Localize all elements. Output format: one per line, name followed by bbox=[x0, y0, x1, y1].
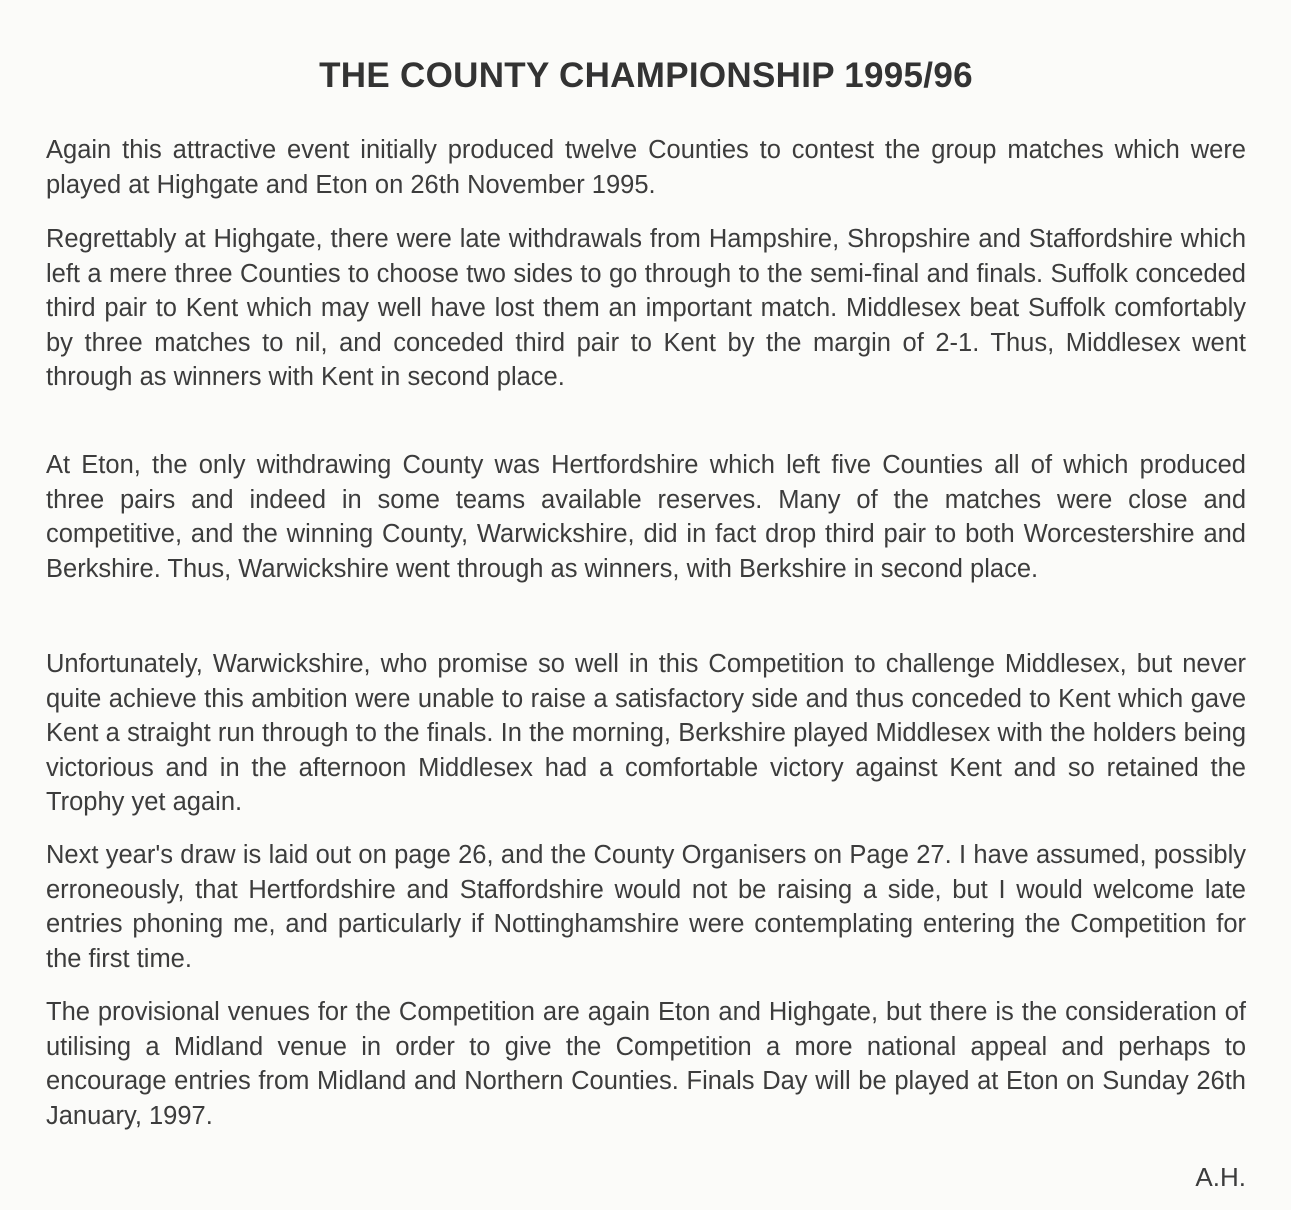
document-title: THE COUNTY CHAMPIONSHIP 1995/96 bbox=[319, 56, 973, 95]
paragraph-next-year: Next year's draw is laid out on page 26, and the County Organisers on Page 27. I have assumed, possibly erroneously, that Hertfordshire and Staffordshire would not be raising a side, but I would welcome late entries phoning me, and particularly if Nottinghamshire were contemplating entering the Competition for the first time. bbox=[46, 841, 1246, 973]
paragraph-eton: At Eton, the only withdrawing County was Hertfordshire which left five Counties all of which produced three pairs and indeed in some teams available reserves. Many of the matches were close and competitive, and the winning County, Warwickshire, did in fact drop third pair to both Worcestershire and Berkshire. Thus, Warwickshire went through as winners, with Berkshire in second place. bbox=[46, 451, 1246, 583]
paragraph-finals: Unfortunately, Warwickshire, who promise so well in this Competition to challenge Middlesex, but never quite achieve this ambition were unable to raise a satisfactory side and thus conceded to Kent which gave Kent a straight run through to the finals. In the morning, Berkshire played Middlesex with the holders being victorious and in the afternoon Middlesex had a comfortable victory against Kent and so retained the Trophy yet again. bbox=[46, 650, 1246, 817]
paragraph-highgate: Regrettably at Highgate, there were late withdrawals from Hampshire, Shropshire and Staffordshire which left a mere three Counties to choose two sides to go through to the semi-final and finals. Suffolk conceded third pair to Kent which may well have lost them an important match. Middlesex beat Suffolk comfortably by three matches to nil, and conceded third pair to Kent by the margin of 2-1. Thus, Middlesex went through as winners with Kent in second place. bbox=[46, 225, 1246, 392]
paragraph-intro: Again this attractive event initially produced twelve Counties to contest the group matches which were played at Highgate and Eton on 26th November 1995. bbox=[46, 136, 1246, 199]
paragraph-venues: The provisional venues for the Competition are again Eton and Highgate, but there is the consideration of utilising a Midland venue in order to give the Competition a more national appeal and perhaps to encourage entries from Midland and Northern Counties. Finals Day will be played at Eton on Sunday 26th January, 1997. bbox=[46, 998, 1246, 1130]
author-signature: A.H. bbox=[1195, 1162, 1246, 1192]
document-page bbox=[46, 0, 1246, 1210]
